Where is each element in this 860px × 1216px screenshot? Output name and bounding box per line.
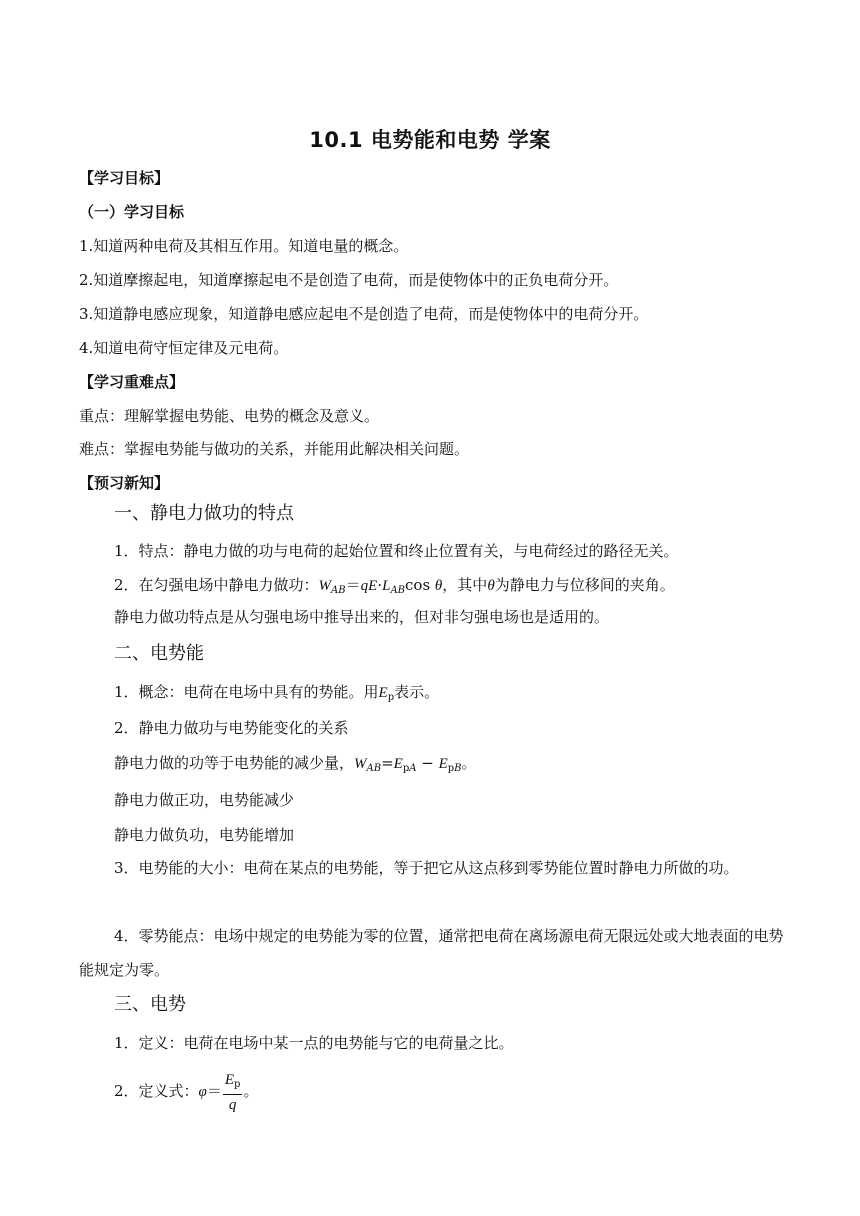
section-3-title: 三、电势: [114, 994, 186, 1015]
s2-paragraph-7: 4．零势能点：电场中规定的电势能为零的位置，通常把电荷在离场源电荷无限远处或大地表面的电势能规定为零。: [79, 927, 784, 979]
goal-item-3: 3.知道静电感应现象，知道静电感应起电不是创造了电荷，而是使物体中的电荷分开。: [79, 305, 649, 323]
difficult-point: 难点：掌握电势能与做功的关系，并能用此解决相关问题。: [79, 440, 470, 458]
subheading-goals: （一）学习目标: [79, 203, 185, 221]
theta-symbol: θ: [487, 578, 495, 594]
goal-item-4: 4.知道电荷守恒定律及元电荷。: [79, 339, 289, 357]
energy-formula: $W_{AB}=E_{pA} - E_{pB}$: [354, 754, 462, 774]
s1-paragraph-2: 2．在匀强电场中静电力做功：$W_{AB}=qE\cdot L_{AB}\cos$ θ，其中θ为静电力与位移间的夹角。: [114, 576, 675, 596]
s1-paragraph-3: 静电力做功特点是从匀强电场中推导出来的，但对非匀强电场也是适用的。: [114, 608, 610, 626]
s1-paragraph-1: 1．特点：静电力做的功与电荷的起始位置和终止位置有关，与电荷经过的路径无关。: [114, 542, 679, 560]
s3-paragraph-2: 2．定义式：φ＝ $\frac{E_p}{q}$ 。: [114, 1072, 259, 1113]
work-formula: $W_{AB}=qE\cdot L_{AB}\cos$ θ: [318, 576, 443, 596]
s3-paragraph-1: 1．定义：电荷在电场中某一点的电势能与它的电荷量之比。: [114, 1034, 514, 1052]
heading-preview: 【预习新知】: [79, 474, 170, 492]
s2-paragraph-3: 静电力做的功等于电势能的减少量，$W_{AB}=E_{pA} - E_{pB}$。: [114, 754, 477, 774]
potential-formula: φ＝ $\frac{E_p}{q}$: [198, 1072, 241, 1113]
goal-item-2: 2.知道摩擦起电，知道摩擦起电不是创造了电荷，而是使物体中的正负电荷分开。: [79, 271, 619, 289]
s2-paragraph-1: 1．概念：电荷在电场中具有的势能。用$E_p$表示。: [114, 683, 440, 703]
section-2-title: 二、电势能: [114, 643, 204, 664]
s2-paragraph-5: 静电力做负功，电势能增加: [114, 826, 295, 844]
s2-paragraph-2: 2．静电力做功与电势能变化的关系: [114, 719, 349, 737]
page-title: 10.1 电势能和电势 学案: [309, 128, 551, 152]
section-1-title: 一、静电力做功的特点: [114, 503, 294, 524]
heading-key-points: 【学习重难点】: [79, 373, 185, 391]
ep-symbol: $E_p$: [378, 685, 395, 703]
s2-paragraph-4: 静电力做正功，电势能减少: [114, 791, 295, 809]
goal-item-1: 1.知道两种电荷及其相互作用。知道电量的概念。: [79, 237, 409, 255]
s2-paragraph-6: 3．电势能的大小：电荷在某点的电势能，等于把它从这点移到零势能位置时静电力所做的功。: [114, 859, 739, 877]
key-point: 重点：理解掌握电势能、电势的概念及意义。: [79, 407, 380, 425]
heading-goals: 【学习目标】: [79, 169, 170, 187]
